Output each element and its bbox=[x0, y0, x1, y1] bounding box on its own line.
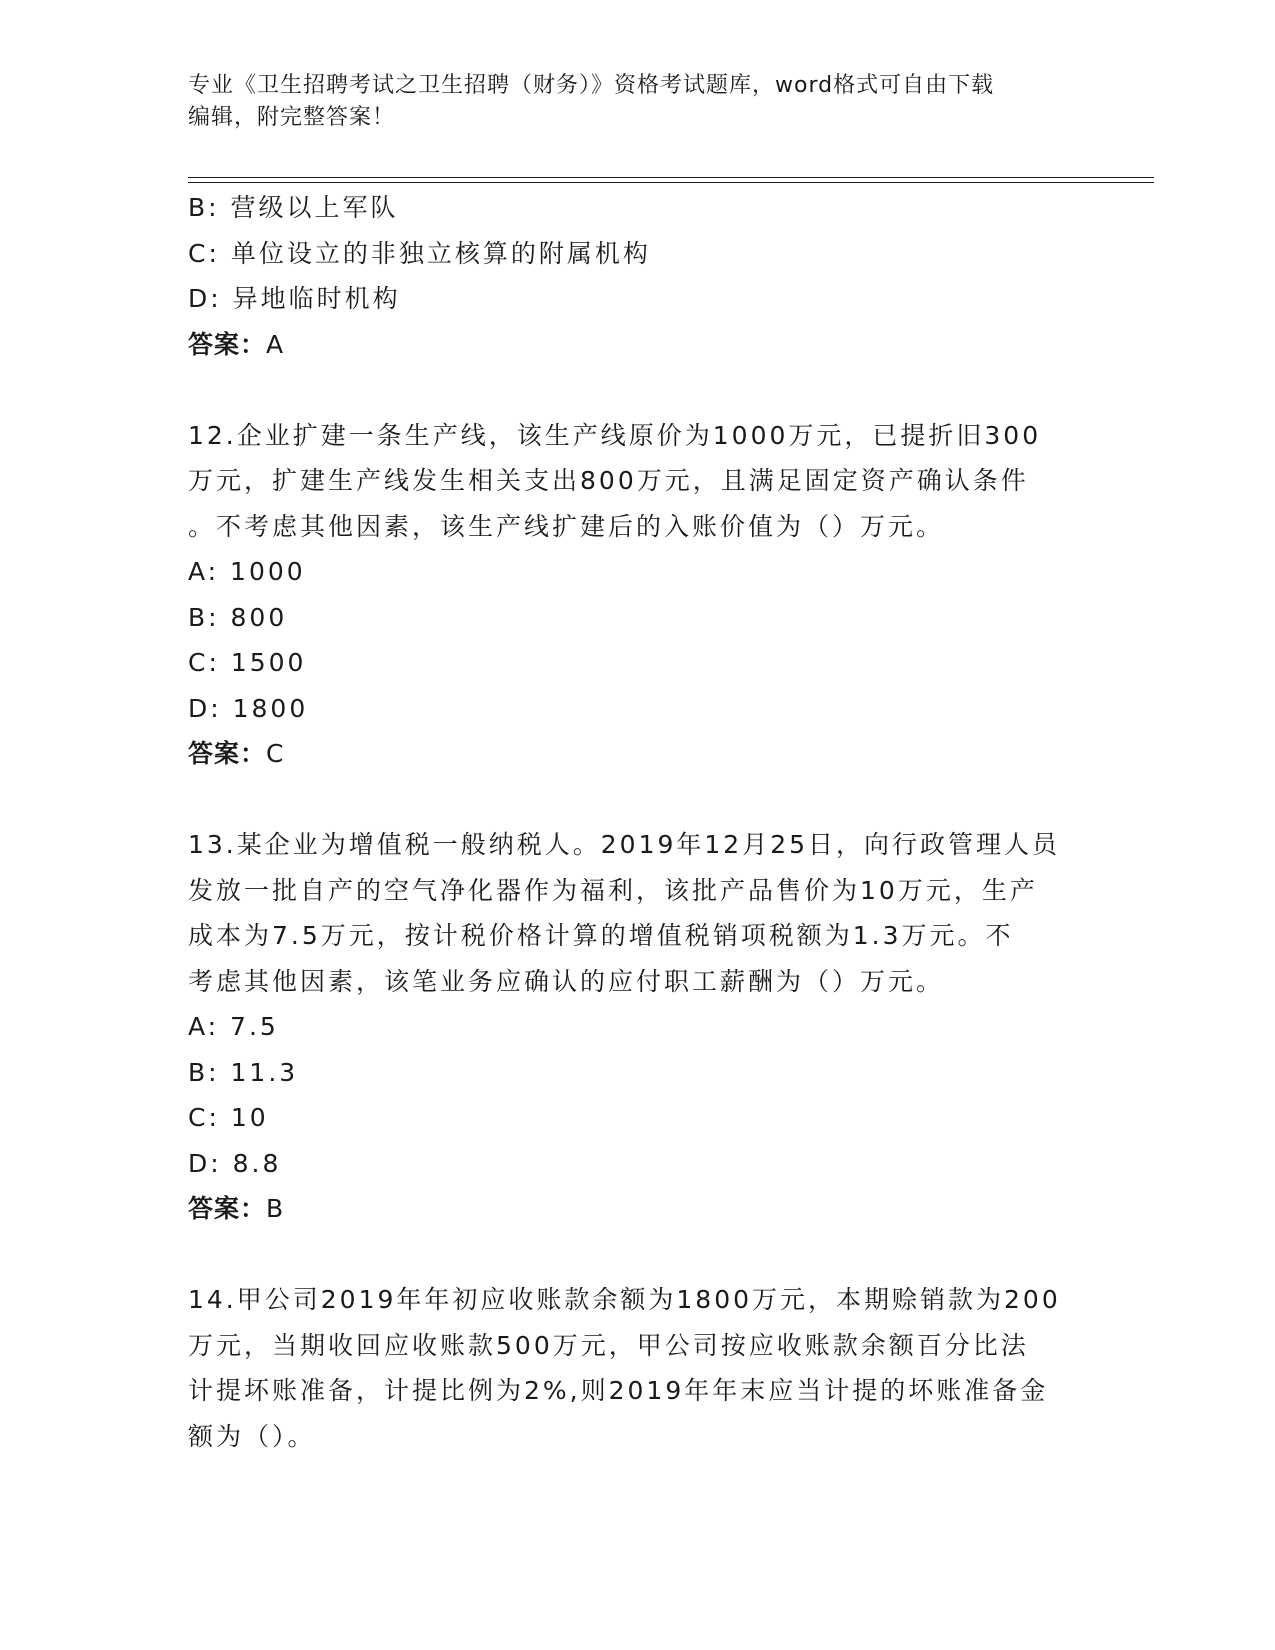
question-stem-line: 计提坏账准备，计提比例为2%,则2019年年末应当计提的坏账准备金 bbox=[188, 1376, 1049, 1405]
header-rule-top bbox=[188, 177, 1154, 178]
question-12 bbox=[188, 413, 1088, 777]
option-line: A: 7.5 bbox=[188, 1012, 279, 1041]
question-stem-line: 成本为7.5万元，按计税价格计算的增值税销项税额为1.3万元。不 bbox=[188, 921, 1014, 950]
option-line: C: 单位设立的非独立核算的附属机构 bbox=[188, 238, 651, 268]
answer-line bbox=[188, 1186, 1088, 1232]
question-stem-line: 发放一批自产的空气净化器作为福利，该批产品售价为10万元，生产 bbox=[188, 875, 1038, 905]
option-line: C: 10 bbox=[188, 1103, 269, 1132]
option-line: B: 800 bbox=[188, 602, 288, 632]
answer-value: C bbox=[266, 739, 285, 768]
answer-line bbox=[188, 322, 1088, 368]
option-line: C: 1500 bbox=[188, 648, 307, 677]
option-line: D: 1800 bbox=[188, 693, 309, 723]
answer-label: 答案： bbox=[188, 1194, 267, 1223]
spacer bbox=[188, 367, 1088, 413]
question-content bbox=[188, 185, 1088, 1459]
question-stem-line: 13.某企业为增值税一般纳税人。2019年12月25日，向行政管理人员 bbox=[188, 830, 1061, 859]
question-stem-line: 额为（）。 bbox=[188, 1421, 316, 1451]
question-13 bbox=[188, 822, 1088, 1232]
question-14 bbox=[188, 1277, 1088, 1459]
header-line-1: 专业《卫生招聘考试之卫生招聘（财务）》资格考试题库，word格式可自由下载 bbox=[188, 73, 995, 98]
question-stem-line: 考虑其他因素，该笔业务应确认的应付职工薪酬为（）万元。 bbox=[188, 966, 945, 996]
answer-value: A bbox=[266, 329, 285, 359]
question-stem-line: 万元，扩建生产线发生相关支出800万元，且满足固定资产确认条件 bbox=[188, 466, 1029, 495]
answer-label: 答案： bbox=[188, 329, 267, 359]
question-stem-line: 14.甲公司2019年年初应收账款余额为1800万元，本期赊销款为200 bbox=[188, 1285, 1061, 1314]
spacer bbox=[188, 777, 1088, 823]
option-line: B: 营级以上军队 bbox=[188, 193, 399, 222]
option-line: D: 8.8 bbox=[188, 1148, 282, 1178]
question-stem-line: 。不考虑其他因素，该生产线扩建后的入账价值为（）万元。 bbox=[188, 511, 945, 541]
prev-question-options bbox=[188, 185, 1088, 322]
answer-line bbox=[188, 731, 1088, 777]
option-line: B: 11.3 bbox=[188, 1057, 299, 1087]
question-stem-line: 万元，当期收回应收账款500万元，甲公司按应收账款余额百分比法 bbox=[188, 1330, 1029, 1360]
header-line-2: 编辑，附完整答案！ bbox=[188, 105, 396, 130]
document-header bbox=[188, 70, 1068, 134]
answer-value: B bbox=[266, 1194, 285, 1223]
spacer bbox=[188, 1232, 1088, 1278]
question-stem-line: 12.企业扩建一条生产线，该生产线原价为1000万元，已提折旧300 bbox=[188, 420, 1042, 450]
answer-label: 答案： bbox=[188, 739, 267, 768]
option-line: A: 1000 bbox=[188, 557, 306, 586]
option-line: D: 异地临时机构 bbox=[188, 284, 401, 313]
header-rule-bottom bbox=[188, 182, 1154, 183]
